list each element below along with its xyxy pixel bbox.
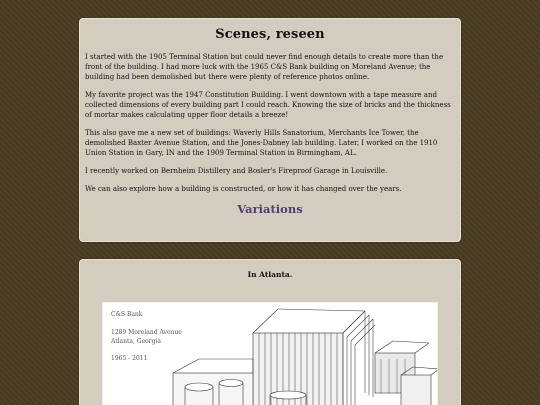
variations-link[interactable]: Variations: [237, 202, 303, 216]
intro-paragraph-1: I started with the 1905 Terminal Station but could never find enough details to create more than the front of the building. I had more luck with the 1965 C&S Bank building on Moreland Avenue; the building had been demolished but there were plenty of reference photos online.: [85, 53, 444, 81]
building-drawing: [103, 303, 438, 405]
figure-building-name: C&S Bank: [111, 311, 143, 318]
image-caption: In Atlanta.: [247, 270, 293, 279]
intro-paragraph-5: We can also explore how a building is constructed, or how it has changed over the years.: [85, 185, 402, 193]
intro-panel: [79, 18, 461, 242]
figure-address-line-1: 1289 Moreland Avenue: [111, 329, 182, 336]
intro-paragraph-2: My favorite project was the 1947 Constitution Building. I went downtown with a tape measure and collected dimensions of every building part I could reach. Knowing the size of bricks and the thickness of mortar makes calculating upper floor details a breeze!: [85, 91, 451, 119]
page-title: Scenes, reseen: [215, 27, 325, 42]
figure-years: 1965 - 2011: [111, 355, 148, 362]
gallery-panel: [79, 259, 461, 405]
figure-address-line-2: Atlanta, Georgia: [111, 338, 161, 345]
intro-paragraph-3: This also gave me a new set of buildings: Waverly Hills Sanatorium, Merchants Ice Tower, the demolished Baxter Avenue Station, and the Jones-Dabney lab building. Later, I worked on the 1910 Union Station in Gary, IN and the 1909 Terminal Station in Birmingham, AL.: [85, 129, 438, 157]
building-render-image: [102, 302, 438, 405]
intro-paragraph-4: I recently worked on Bernheim Distillery and Bosler's Fireproof Garage in Louisville.: [85, 167, 388, 175]
